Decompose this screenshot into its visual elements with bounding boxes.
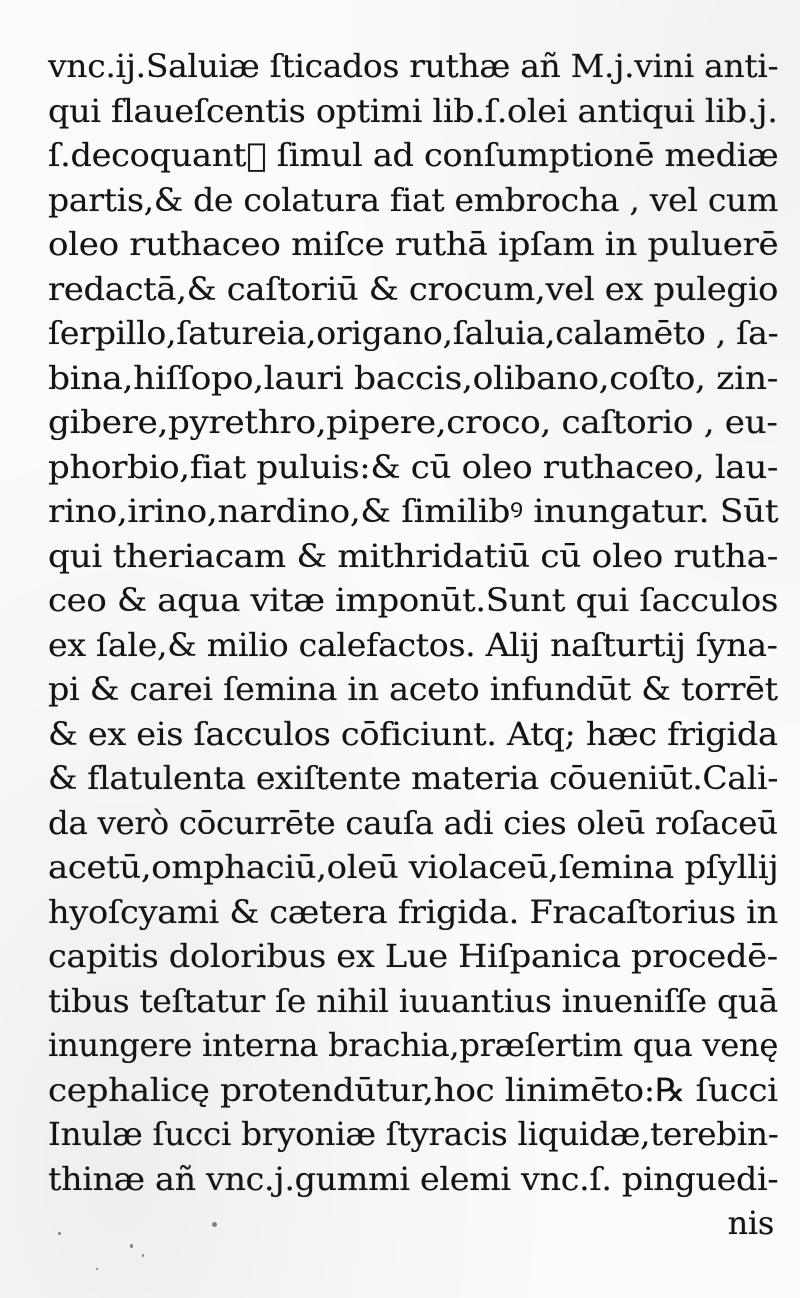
text-line: ſ.decoquantᷣ ſimul ad conſumptionē mediæ xyxy=(48,136,779,174)
ink-speck xyxy=(142,1254,144,1257)
text-line: cephalicę protendūtur,hoc linimēto:℞ ſucci xyxy=(48,1070,778,1109)
text-line: partis,& de colatura fiat embrocha , vel cum xyxy=(48,180,779,219)
text-block xyxy=(48,44,778,1246)
text-line: hyoſcyami & cætera frigida. Fracaſtorius in xyxy=(48,892,778,931)
text-line: capitis doloribus ex Lue Hiſpanica procedē- xyxy=(48,937,778,975)
text-line: oleo ruthaceo miſce ruthā ipſam in puluerē xyxy=(48,225,779,263)
text-line: pi & carei ſemina in aceto infundūt & torrēt xyxy=(48,670,778,708)
text-line: ceo & aqua vitæ imponūt.Sunt qui ſacculos xyxy=(48,581,779,619)
text-line: redactā,& caſtoriū & crocum,vel ex pulegio xyxy=(48,269,779,308)
text-line: rino,irino,nardino,& ſimilibꝰ inungatur. Sūt xyxy=(48,492,779,530)
text-line: tibus teſtatur ſe nihil iuuantius inueniſſe quā xyxy=(48,981,778,1020)
text-line: Inulæ ſucci bryoniæ ſtyracis liquidæ,terebin- xyxy=(48,1115,779,1153)
text-line: gibere,pyrethro,pipere,croco, caſtorio , eu- xyxy=(48,403,778,441)
ink-speck xyxy=(96,1268,98,1270)
text-line: inungere interna brachia,præſertim qua venę xyxy=(48,1026,779,1064)
text-line: qui theriacam & mithridatiū cū oleo rutha- xyxy=(48,536,778,575)
text-line: da verò cōcurrēte cauſa adi cies oleū roſaceū xyxy=(48,803,778,842)
text-line: qui flaueſcentis optimi lib.ſ.olei antiqui lib.j. xyxy=(48,91,778,130)
text-line: vnc.ij.Saluiæ ſticados ruthæ añ M.j.vini anti- xyxy=(48,47,779,85)
text-line: acetū,omphaciū,oleū violaceū,ſemina pſyllij xyxy=(48,848,779,886)
ink-speck xyxy=(58,1232,61,1235)
text-line: bina,hiſſopo,lauri baccis,olibano,coſto, zin- xyxy=(48,358,779,397)
catchword: nis xyxy=(727,1204,774,1242)
ink-speck xyxy=(130,1244,133,1248)
text-line: & ex eis ſacculos cōficiunt. Atq; hæc frigida xyxy=(48,714,778,753)
text-line: ex ſale,& milio calefactos. Alij naſturtij ſyna- xyxy=(48,625,778,664)
text-line: phorbio,fiat puluis:& cū oleo ruthaceo, lau- xyxy=(48,447,779,486)
ink-speck xyxy=(212,1222,217,1227)
text-line: & flatulenta exiſtente materia cōueniūt.Cali- xyxy=(48,759,779,797)
text-line: thinæ añ vnc.j.gummi elemi vnc.ſ. pinguedi- xyxy=(48,1159,779,1198)
text-line: ſerpillo,ſatureia,origano,ſaluia,calamēto , ſa- xyxy=(48,314,779,352)
